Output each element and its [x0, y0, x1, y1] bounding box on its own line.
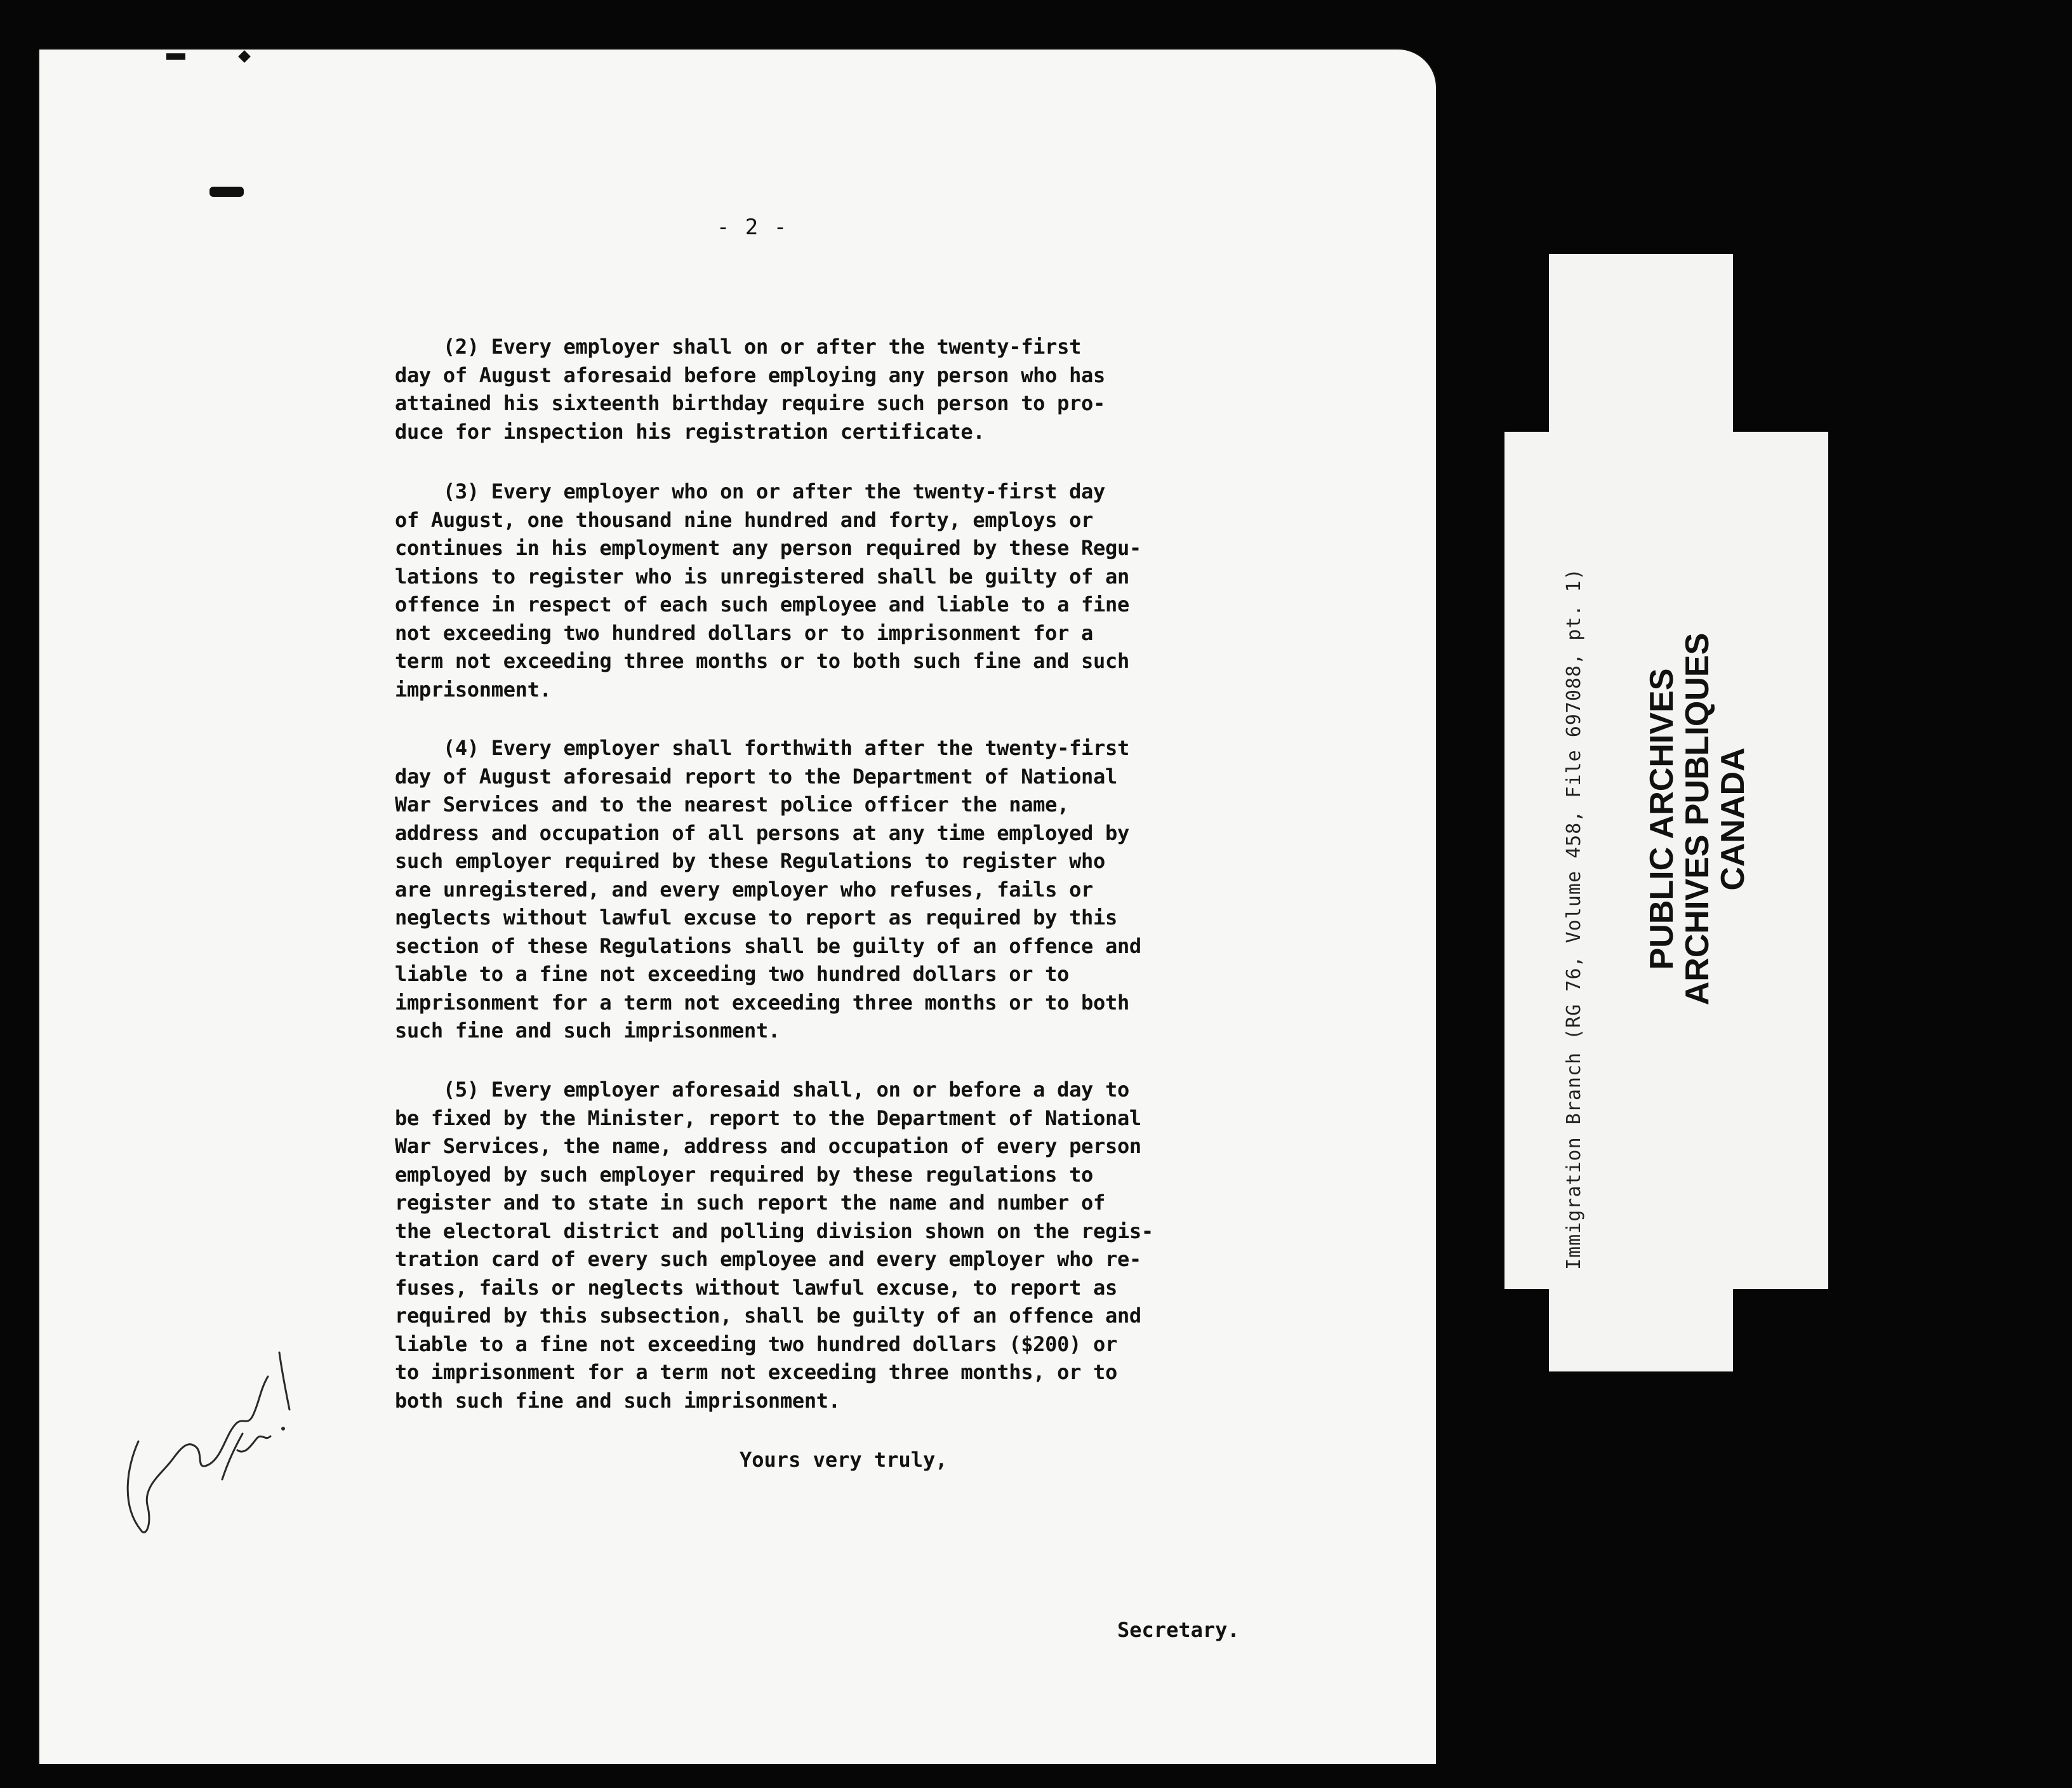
paragraph-2: (2) Every employer shall on or after the twenty-first day of August aforesaid before employing any person who has attained his sixteenth birthday require such person to pro- duce for inspection his registration certificate.	[395, 335, 1105, 444]
closing-salutation: Yours very truly,	[740, 1448, 948, 1472]
archive-reference: Immigration Branch (RG 76, Volume 458, File 697088, pt. 1)	[1563, 568, 1585, 1270]
archive-stamp-bottom	[1549, 1283, 1733, 1371]
paragraph-5: (5) Every employer aforesaid shall, on or before a day to be fixed by the Minister, report to the Department of National War Services, the name, address and occupation of every person employed by such employer required by these regulations to register and to state in such report the name and number of the electoral district and polling division shown on the regis- tration card of every such employee and every employer who re- fuses, fails or neglects without lawful excuse, to report as required by this subsection, shall be guilty of an offence and liable to a fine not exceeding two hundred dollars ($200) or to imprisonment for a term not exceeding three months, or to both such fine and such imprisonment.	[395, 1077, 1153, 1413]
archive-line-1: PUBLIC ARCHIVES	[1644, 668, 1680, 970]
page-number: - 2 -	[716, 215, 788, 240]
paragraph-3: (3) Every employer who on or after the twenty-first day of August, one thousand nine hundred and forty, employs or continues in his employment any person required by these Regu- lations to register who is unregistered shall be guilty of an offence in respect of each such employee and liable to a fine not exceeding two hundred dollars or to imprisonment for a term not exceeding three months or to both such fine and such imprisonment.	[395, 479, 1141, 702]
archive-label	[1644, 597, 1751, 1041]
scan-mark-dash	[209, 187, 244, 197]
handwritten-annotation	[102, 1314, 317, 1556]
scan-mark-top	[166, 53, 185, 60]
archive-line-2: ARCHIVES PUBLIQUES	[1679, 632, 1716, 1006]
archive-line-3: CANADA	[1715, 747, 1751, 891]
signature-title: Secretary.	[1117, 1618, 1240, 1642]
archive-stamp-top	[1549, 254, 1733, 387]
paragraph-4: (4) Every employer shall forthwith after the twenty-first day of August aforesaid report to the Department of National War Services and to the nearest police officer the name, address and occupation of all persons at any time employed by such employer required by these Regulations to register who are unregistered, and every employer who refuses, fails or neglects without lawful excuse to report as required by this section of these Regulations shall be guilty of an offence and liable to a fine not exceeding two hundred dollars or to imprisonment for a term not exceeding three months or to both such fine and such imprisonment.	[395, 736, 1141, 1043]
